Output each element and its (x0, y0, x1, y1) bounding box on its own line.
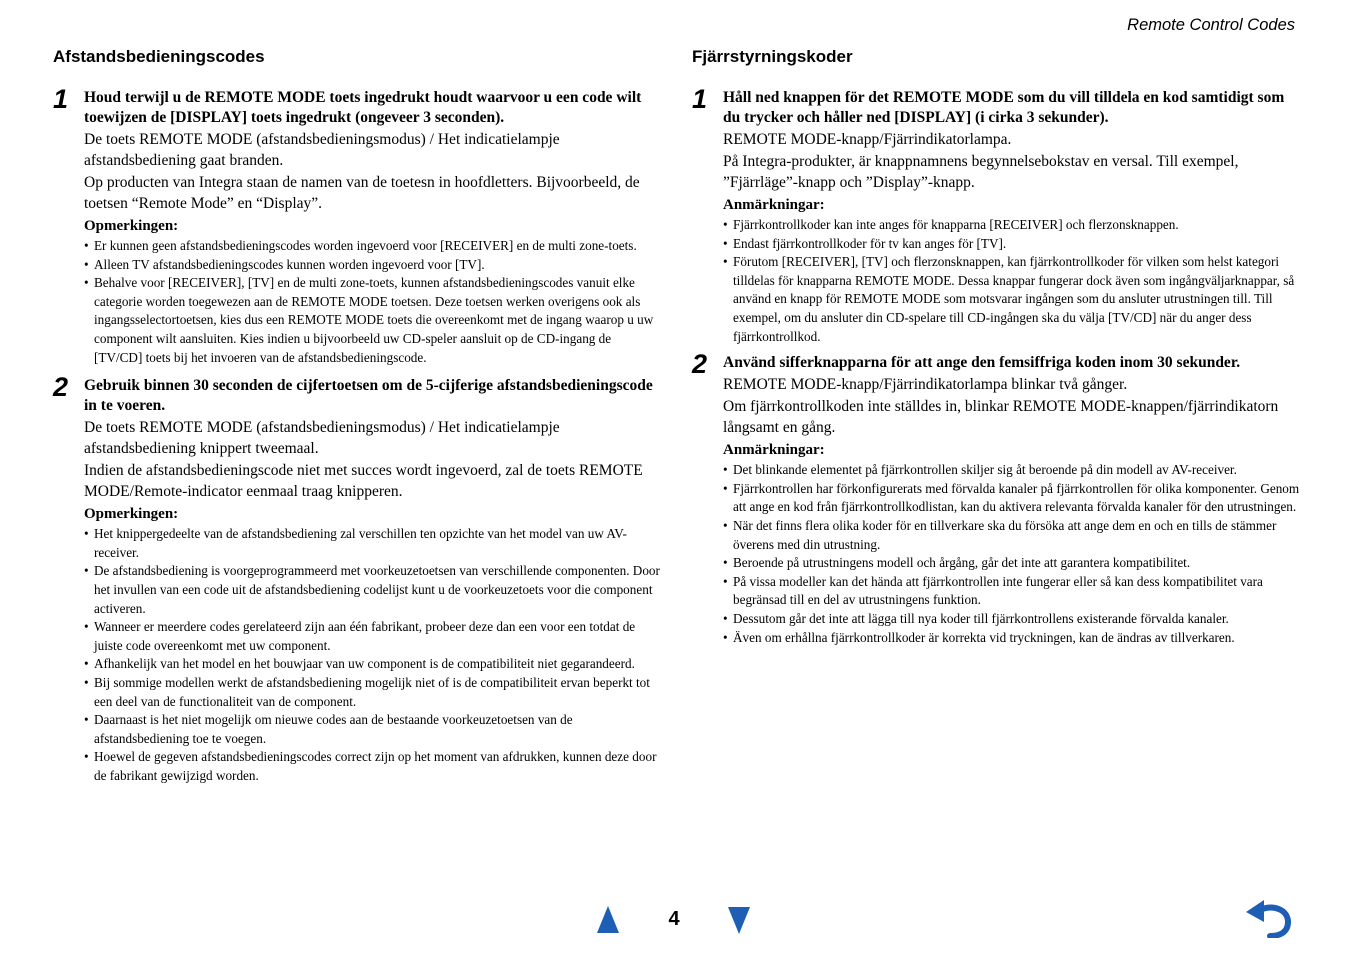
step-paragraph: Op producten van Integra staan de namen van de toetesn in hoofdletters. Bijvoorbeeld, de toetsen “Remote Mode” en “Display”. (84, 174, 640, 212)
note-item: • Även om erhållna fjärrkontrollkoder är korrekta vid tryckningen, kan de ändras av tillverkaren. (723, 629, 1302, 648)
notes-title: Opmerkingen: (84, 218, 179, 234)
note-item: • Det blinkande elementet på fjärrkontrollen skiljer sig åt beroende på din modell av AV-receiver. (723, 461, 1302, 480)
note-item: • Wanneer er meerdere codes gerelateerd zijn aan één fabrikant, probeer deze dan een voor een totdat de juiste code overeenkomt met uw component. (84, 618, 661, 655)
up-triangle-icon[interactable] (597, 906, 619, 933)
note-item: • Hoewel de gegeven afstandsbedieningscodes correct zijn op het moment van afdrukken, kunnen deze door de fabrikant gewijzigd worden. (84, 748, 661, 785)
note-item: • De afstandsbediening is voorgeprogrammeerd met voorkeuzetoetsen van verschillende componenten. Door het invullen van een code uit de afstandsbediening codelijst kunt u de voorkeuzetoets voor die component activeren. (84, 562, 661, 618)
step-number: 2 (53, 372, 69, 403)
note-item: • På vissa modeller kan det hända att fjärrkontrollen inte fungerar eller så kan dess kompatibilitet vara begränsad till en del av utrustningens funktion. (723, 573, 1302, 610)
note-item: • Daarnaast is het niet mogelijk om nieuwe codes aan de bestaande voorkeuzetoetsen van de afstandsbediening toe te voegen. (84, 711, 661, 748)
note-item: • Het knippergedeelte van de afstandsbediening zal verschillen ten opzichte van het model van uw AV-receiver. (84, 525, 661, 562)
note-item: • Förutom [RECEIVER], [TV] och flerzonsknappen, kan fjärrkontrollkoder för vilken som helst kategori tilldelas för knapparna REMOTE MODE. Dessa knappar fungerar dock även som ingångväljarknappar, så använd en knapp för REMOTE MODE som motsvarar ingången som du ansluter utrustningen till. Till exempel, om du ansluter din CD-spelare till CD-ingången ska du välja [TV/CD] när du anger dess fjärrkontrollkod. (723, 253, 1302, 346)
section-title: Afstandsbedieningscodes (53, 47, 265, 66)
step-2 (692, 349, 1302, 647)
step-number: 1 (53, 84, 69, 114)
step-instruction: Håll ned knappen för det REMOTE MODE som du vill tilldela en kod samtidigt som du trycker och håller ned [DISPLAY] (i cirka 3 sekunder). (723, 89, 1285, 126)
step-2 (53, 372, 661, 785)
notes-list (723, 216, 1302, 346)
step-instruction: Houd terwijl u de REMOTE MODE toets ingedrukt houdt waarvoor u een code wilt toewijzen de [DISPLAY] toets ingedrukt (ongeveer 3 seconden). (84, 89, 642, 126)
note-item: • Fjärrkontrollkoder kan inte anges för knapparna [RECEIVER] och flerzonsknappen. (723, 216, 1302, 235)
notes-title: Anmärkningar: (723, 442, 825, 459)
page-number: 4 (668, 908, 680, 930)
step-paragraph: De toets REMOTE MODE (afstandsbedieningsmodus) / Het indicatielampje afstandsbediening gaat branden. (84, 131, 560, 169)
column-swedish (692, 46, 1302, 647)
note-item: • Behalve voor [RECEIVER], [TV] en de multi zone-toets, kunnen afstandsbedieningscodes vanuit elke categorie worden toegewezen aan de REMOTE MODE toetsen. Deze toetsen werken overigens ook als ingangsselectortoetsen, kies dus een REMOTE MODE toets die overeenkomt met de ingang waarop u uw component wilt aansluiten. Kies indien u bijvoorbeeld uw CD-speler aansluit op de CD-ingang de [TV/CD] toets bij het invoeren van de afstandsbedieningscode. (84, 274, 661, 367)
note-item: • Endast fjärrkontrollkoder för tv kan anges för [TV]. (723, 235, 1302, 254)
step-paragraph: REMOTE MODE-knapp/Fjärrindikatorlampa. (723, 131, 1012, 148)
step-paragraph: Indien de afstandsbedieningscode niet met succes wordt ingevoerd, zal de toets REMOTE MODE/Remote-indicator eenmaal traag knipperen. (84, 462, 643, 501)
column-dutch (53, 46, 661, 785)
step-instruction: Gebruik binnen 30 seconden de cijfertoetsen om de 5-cijferige afstandsbedieningscode in te voeren. (84, 377, 653, 415)
note-item: • Er kunnen geen afstandsbedieningscodes worden ingevoerd voor [RECEIVER] en de multi zone-toets. (84, 237, 661, 256)
notes-title: Opmerkingen: (84, 506, 179, 523)
note-item: • Fjärrkontrollen har förkonfigurerats med förvalda kanaler på fjärrkontrollen för olika komponenter. Genom att ange en kod från fjärrkontrollkodlistan, kan du aktivera relevanta förvalda kanaler för den utrustningen. (723, 480, 1302, 517)
step-instruction: Använd sifferknapparna för att ange den femsiffriga koden inom 30 sekunder. (723, 354, 1241, 372)
step-paragraph: På Integra-produkter, är knappnamnens begynnelsebokstav en versal. Till exempel, ”Fjärrläge”-knapp och ”Display”-knapp. (723, 153, 1239, 191)
note-item: • Bij sommige modellen werkt de afstandsbediening mogelijk niet of is de compatibiliteit ervan beperkt tot een deel van de functionaliteit van de component. (84, 674, 661, 711)
step-number: 2 (692, 349, 708, 380)
step-paragraph: De toets REMOTE MODE (afstandsbedieningsmodus) / Het indicatielampje afstandsbediening knippert tweemaal. (84, 419, 560, 458)
running-header: Remote Control Codes (1127, 16, 1295, 34)
note-item: • Beroende på utrustningens modell och årgång, går det inte att garantera kompatibilitet. (723, 554, 1302, 573)
section-title: Fjärrstyrningskoder (692, 47, 853, 66)
down-triangle-icon[interactable] (728, 907, 750, 934)
step-paragraph: Om fjärrkontrollkoden inte ställdes in, blinkar REMOTE MODE-knappen/fjärrindikatorn långsamt en gång. (723, 398, 1279, 437)
note-item: • Dessutom går det inte att lägga till nya koder till fjärrkontrollens existerande förvalda kanaler. (723, 610, 1302, 629)
notes-list (84, 237, 661, 367)
step-1 (692, 84, 1302, 346)
note-item: • Alleen TV afstandsbedieningscodes kunnen worden ingevoerd voor [TV]. (84, 256, 661, 275)
notes-list (723, 461, 1302, 647)
step-1 (53, 84, 661, 367)
step-number: 1 (692, 84, 708, 114)
note-item: • Afhankelijk van het model en het bouwjaar van uw component is de compatibiliteit niet gegarandeerd. (84, 655, 661, 674)
notes-title: Anmärkningar: (723, 197, 825, 213)
note-item: • När det finns flera olika koder för en tillverkare ska du försöka att ange dem en och en tills de stämmer överens med din utrustning. (723, 517, 1302, 554)
notes-list (84, 525, 661, 785)
return-arrow-icon[interactable] (1244, 898, 1292, 938)
step-paragraph: REMOTE MODE-knapp/Fjärrindikatorlampa blinkar två gånger. (723, 376, 1128, 394)
